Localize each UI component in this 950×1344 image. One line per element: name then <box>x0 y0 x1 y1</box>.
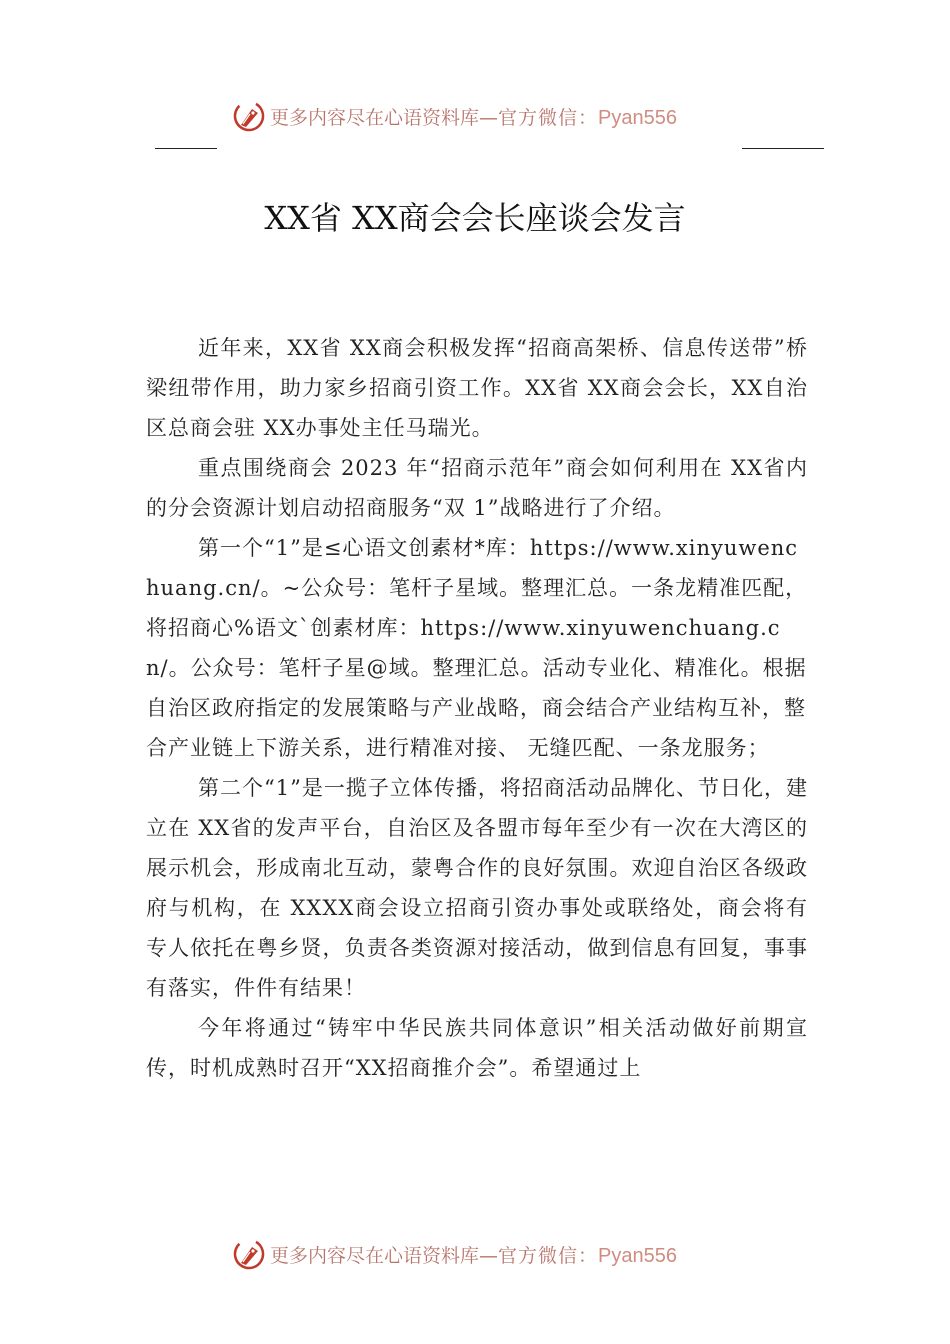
body-paragraph: 第一个“1”是≤心语文创素材*库：https://www.xinyuwenchuang.cn/。~公众号：笔杆子星域。整理汇总。一条龙精准匹配，将招商心%语文`创素材库：https://www.xinyuwenchuang.cn/。公众号：笔杆子星@域。整理汇总。活动专业化、精准化。根据自治区政府指定的发展策略与产业战略，商会结合产业结构互补，整合产业链上下游关系，进行精准对接、 无缝匹配、一条龙服务； <box>146 536 808 760</box>
footer-watermark-banner <box>0 1232 950 1276</box>
watermark-text <box>270 103 677 130</box>
body-paragraph: 近年来，XX省 XX商会积极发挥“招商高架桥、信息传送带”桥梁纽带作用，助力家乡招商引资工作。XX省 XX商会会长，XX自治区总商会驻 XX办事处主任马瑞光。 <box>146 336 808 440</box>
watermark-separator: — <box>479 106 499 129</box>
body-paragraph: 今年将通过“铸牢中华民族共同体意识”相关活动做好前期宣传，时机成熟时召开“XX招商推介会”。希望通过上 <box>146 1016 808 1080</box>
pen-nib-logo-icon <box>232 1237 266 1271</box>
watermark-slogan: 更多内容尽在心语资料库 <box>270 1244 480 1267</box>
document-title: XX省 XX商会会长座谈会发言 <box>264 199 686 237</box>
watermark-wechat-id: Pyan556 <box>598 106 677 129</box>
body-paragraph: 第二个“1”是一揽子立体传播，将招商活动品牌化、节日化，建立在 XX省的发声平台，自治区及各盟市每年至少有一次在大湾区的展示机会，形成南北互动，蒙粤合作的良好氛围。欢迎自治区各级政府与机构，在 XXXX商会设立招商引资办事处或联络处，商会将有专人依托在粤乡贤，负责各类资源对接活动，做到信息有回复，事事有落实，件件有结果！ <box>146 776 808 1000</box>
pen-nib-logo-icon <box>232 99 266 133</box>
body-paragraph: 重点围绕商会 2023 年“招商示范年”商会如何利用在 XX省内的分会资源计划启动招商服务“双 1”战略进行了介绍。 <box>146 456 808 520</box>
watermark-separator: — <box>479 1244 499 1267</box>
header-rule-right <box>742 148 824 149</box>
watermark-slogan: 更多内容尽在心语资料库 <box>270 106 480 129</box>
watermark-wechat-label: 官方微信： <box>498 1244 599 1267</box>
header-rule-left <box>155 148 217 149</box>
header-watermark-banner <box>0 94 950 138</box>
watermark-text <box>270 1241 677 1268</box>
watermark-wechat-id: Pyan556 <box>598 1244 677 1267</box>
document-body <box>146 328 808 1088</box>
watermark-wechat-label: 官方微信： <box>498 106 599 129</box>
